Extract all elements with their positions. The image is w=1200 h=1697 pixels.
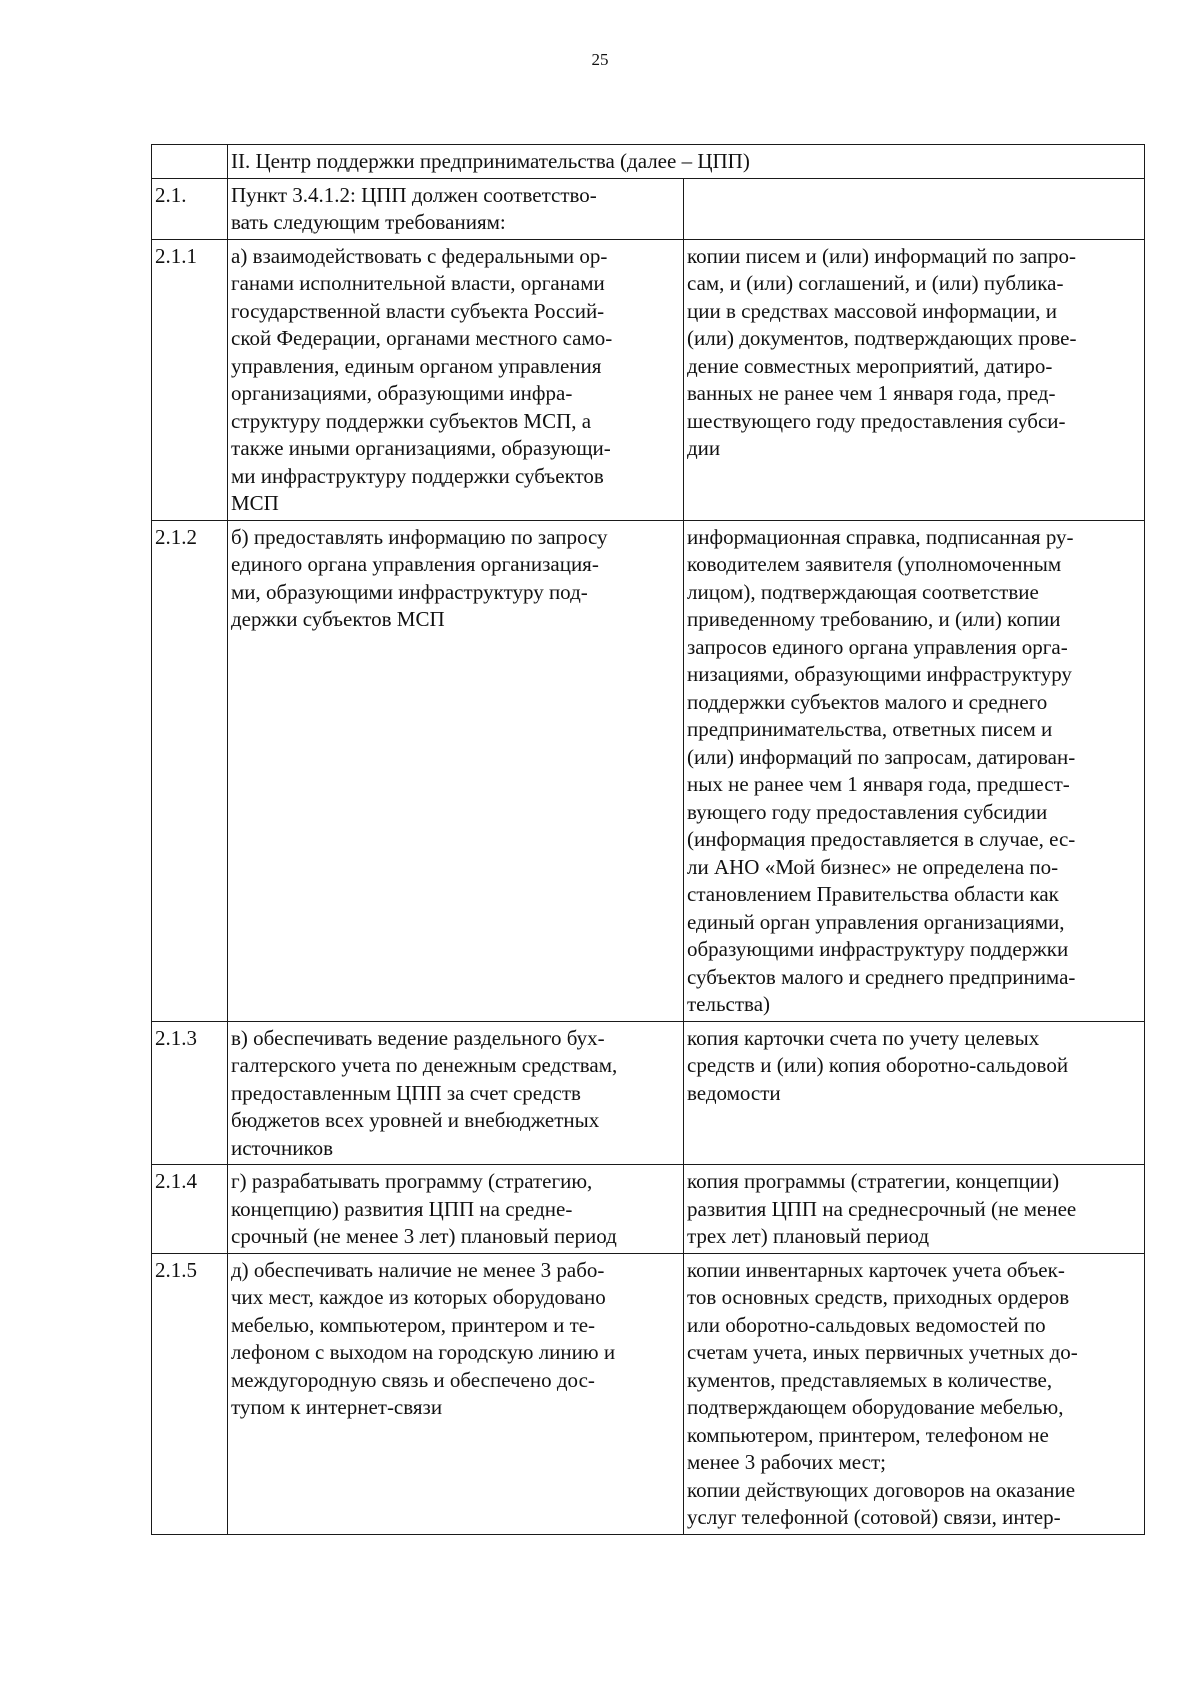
documents-cell: копия карточки счета по учету целевых средств и (или) копия оборотно-сальдовой ведомости <box>684 1021 1145 1165</box>
requirement-cell: б) предоставлять информацию по запросу единого органа управления организация- ми, образующими инфраструктуру под- держки субъектов МСП <box>228 520 684 1021</box>
table-row <box>152 520 1145 1021</box>
documents-cell <box>684 178 1145 239</box>
documents-cell: информационная справка, подписанная ру- ководителем заявителя (уполномоченным лицом), подтверждающая соответствие приведенному требованию, и (или) копии запросов единого органа управления орга- низациями, образующими инфраструктуру поддержки субъектов малого и среднего предпринимательства, ответных писем и (или) информаций по запросам, датирован- ных не ранее чем 1 января года, предшест- вующего году предоставления субсидии (информация предоставляется в случае, ес- ли АНО «Мой бизнес» не определена по- становлением Правительства области как единый орган управления организациями, образующими инфраструктуру поддержки субъектов малого и среднего предпринима- тельства) <box>684 520 1145 1021</box>
requirement-cell: г) разрабатывать программу (стратегию, концепцию) развития ЦПП на средне- срочный (не менее 3 лет) плановый период <box>228 1165 684 1254</box>
requirement-cell: Пункт 3.4.1.2: ЦПП должен соответство- вать следующим требованиям: <box>228 178 684 239</box>
table-row <box>152 1165 1145 1254</box>
documents-cell: копии инвентарных карточек учета объек- тов основных средств, приходных ордеров или оборотно-сальдовых ведомостей по счетам учета, иных первичных учетных до- кументов, представляемых в количестве, подтверждающем оборудование мебелью, компьютером, принтером, телефоном не менее 3 рабочих мест; копии действующих договоров на оказание услуг телефонной (сотовой) связи, интер- <box>684 1253 1145 1534</box>
requirement-cell: а) взаимодействовать с федеральными ор- ганами исполнительной власти, органами государственной власти субъекта Россий- ской Федерации, органами местного само- управления, единым органом управления организациями, образующими инфра- структуру поддержки субъектов МСП, а также иными организациями, образующи- ми инфраструктуру поддержки субъектов МСП <box>228 239 684 520</box>
row-number: 2.1.1 <box>152 239 228 520</box>
section-header-row <box>152 145 1145 179</box>
row-number: 2.1.5 <box>152 1253 228 1534</box>
table-row <box>152 1021 1145 1165</box>
table-row <box>152 239 1145 520</box>
requirement-cell: в) обеспечивать ведение раздельного бух- галтерского учета по денежным средствам, предоставленным ЦПП за счет средств бюджетов всех уровней и внебюджетных источников <box>228 1021 684 1165</box>
row-number: 2.1.3 <box>152 1021 228 1165</box>
table-row <box>152 178 1145 239</box>
row-number: 2.1. <box>152 178 228 239</box>
row-number: 2.1.4 <box>152 1165 228 1254</box>
table-row <box>152 1253 1145 1534</box>
row-number: 2.1.2 <box>152 520 228 1021</box>
documents-cell: копия программы (стратегии, концепции) развития ЦПП на среднесрочный (не менее трех лет) плановый период <box>684 1165 1145 1254</box>
documents-cell: копии писем и (или) информаций по запро- сам, и (или) соглашений, и (или) публика- ции в средствах массовой информации, и (или) документов, подтверждающих прове- дение совместных мероприятий, датиро- ванных не ранее чем 1 января года, пред- шествующего году предоставления субси- дии <box>684 239 1145 520</box>
section-title: II. Центр поддержки предпринимательства (далее – ЦПП) <box>228 145 1145 179</box>
requirement-cell: д) обеспечивать наличие не менее 3 рабо- чих мест, каждое из которых оборудовано мебелью, компьютером, принтером и те- лефоном с выходом на городскую линию и междугородную связь и обеспечено дос- тупом к интернет-связи <box>228 1253 684 1534</box>
section-num-cell <box>152 145 228 179</box>
requirements-table <box>151 144 1145 1535</box>
page-number: 25 <box>591 50 609 69</box>
